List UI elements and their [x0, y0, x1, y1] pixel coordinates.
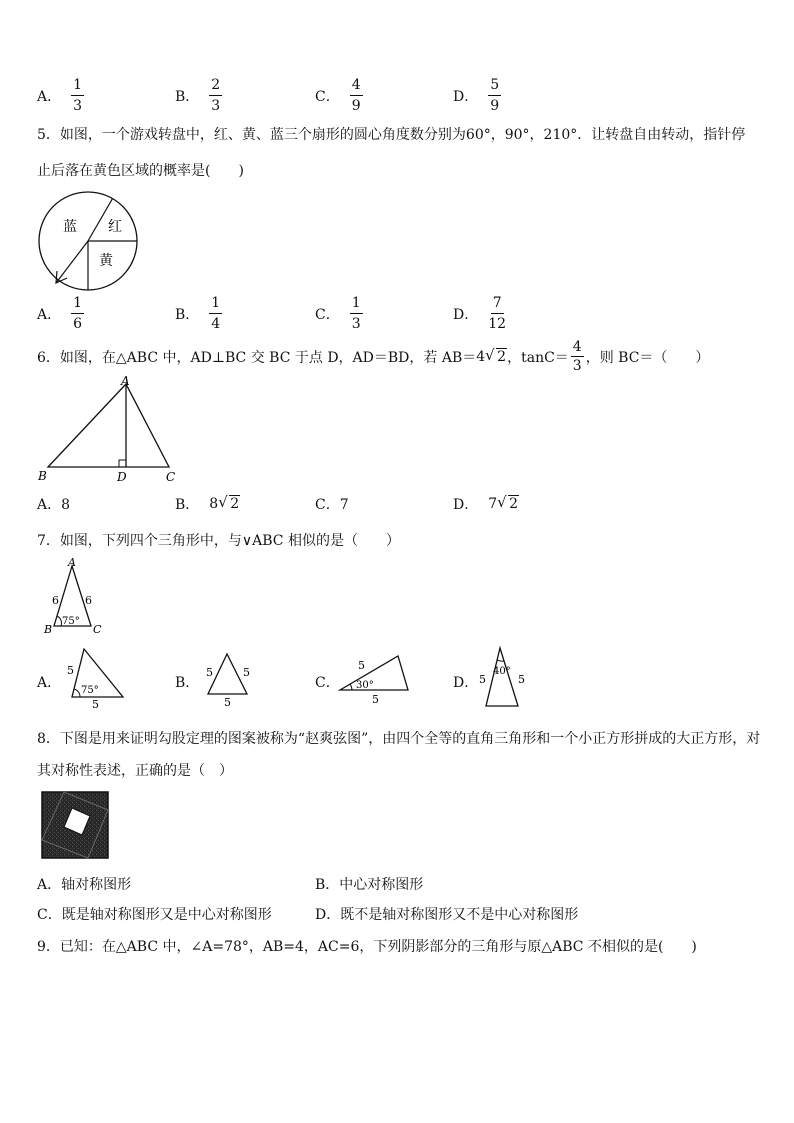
triangle-abc	[48, 384, 169, 467]
right-angle-mark	[119, 460, 126, 467]
q5-option-b[interactable]: B． $\frac{1}{4}$	[175, 295, 221, 332]
side-label: 5	[206, 666, 213, 679]
side-label: 5	[518, 673, 525, 686]
q4-option-b[interactable]: B． $\frac{2}{3}$	[175, 77, 221, 114]
q5-option-d[interactable]: D． $\frac{7}{12}$	[453, 295, 507, 332]
fraction: $\frac{1}{3}$	[351, 295, 361, 332]
q6-stem: 6．如图，在△ABC 中，AD⊥BC 交 BC 于点 D，AD＝BD，若 AB＝ 4 √ 2 ，tanC＝ $\frac{4}{3}$ ，则 BC＝（ ）	[37, 339, 710, 374]
side-label: 5	[67, 664, 74, 677]
q5-line1: 5．如图，一个游戏转盘中，红、黄、蓝三个扇形的圆心角度数分别为60°，90°，210°．让转盘自由转动，指针停	[37, 127, 746, 143]
spinner-figure	[35, 188, 141, 294]
angle-arc	[74, 689, 80, 697]
fraction: $\frac{4}{9}$	[351, 77, 361, 114]
side-label: 5	[372, 693, 379, 706]
q7-option-a[interactable]: A．	[37, 675, 62, 691]
q6-triangle-figure	[35, 374, 185, 486]
q5-option-a[interactable]: A． $\frac{1}{6}$	[37, 295, 83, 332]
fraction: $\frac{1}{6}$	[73, 295, 83, 332]
q4-option-a[interactable]: A． $\frac{1}{3}$	[37, 77, 83, 114]
q6-option-a[interactable]: A．8	[37, 497, 71, 513]
q7-option-c[interactable]: C．	[315, 675, 340, 691]
angle-label: 40°	[493, 666, 511, 677]
side-ab-label: 6	[52, 594, 59, 607]
fraction: $\frac{4}{3}$	[572, 339, 582, 374]
angle-label: 75°	[81, 685, 99, 696]
q9-stem: 9．已知：在△ABC 中，∠A=78°，AB=4，AC=6，下列阴影部分的三角形与原△ABC 不相似的是( )	[37, 939, 697, 955]
sqrt-expression: √ 2	[497, 493, 519, 512]
side-label: 5	[358, 659, 365, 672]
q8-option-d[interactable]: D．既不是轴对称图形又不是中心对称图形	[315, 907, 579, 923]
q6-option-d[interactable]: D． 7 √ 2	[453, 493, 519, 513]
sqrt-expression: √ 2	[218, 493, 240, 512]
fraction: $\frac{5}{9}$	[490, 77, 500, 114]
side-label: 5	[224, 696, 231, 709]
angle-arc	[350, 684, 352, 690]
q7-option-d-triangle	[476, 644, 532, 712]
side-ac-label: 6	[85, 594, 92, 607]
angle-arc	[497, 660, 504, 661]
q6-option-c[interactable]: C．7	[315, 497, 349, 513]
vertex-a-label: A	[121, 374, 130, 388]
side-label: 5	[92, 698, 99, 711]
q8-option-c[interactable]: C．既是轴对称图形又是中心对称图形	[37, 907, 272, 923]
q7-reference-triangle	[40, 556, 115, 636]
angle-label: 75°	[62, 616, 80, 627]
sector-yellow-label: 黄	[99, 253, 113, 269]
fraction: $\frac{1}{3}$	[73, 77, 83, 114]
sqrt-expression: √ 2	[485, 345, 507, 365]
fraction: $\frac{7}{12}$	[488, 295, 507, 332]
q4-option-c[interactable]: C． $\frac{4}{9}$	[315, 77, 361, 114]
q7-option-d[interactable]: D．	[453, 675, 479, 691]
vertex-b-label: B	[44, 623, 53, 636]
angle-label: 30°	[356, 680, 374, 691]
vertex-a-label: A	[68, 556, 76, 569]
q7-option-c-triangle	[338, 652, 414, 708]
q6-option-b[interactable]: B． 8 √ 2	[175, 493, 240, 513]
side-label: 5	[243, 666, 250, 679]
sector-blue-label: 蓝	[63, 219, 77, 235]
point-d-label: D	[117, 470, 127, 484]
fraction: $\frac{2}{3}$	[211, 77, 221, 114]
q5-option-c[interactable]: C． $\frac{1}{3}$	[315, 295, 361, 332]
side-label: 5	[479, 673, 486, 686]
triangle	[486, 648, 518, 706]
q7-option-a-triangle	[62, 644, 130, 711]
q7-stem: 7．如图，下列四个三角形中，与∨ABC 相似的是（ ）	[37, 533, 400, 549]
q4-option-d[interactable]: D． $\frac{5}{9}$	[453, 77, 500, 114]
vertex-c-label: C	[93, 623, 102, 636]
sector-red-label: 红	[108, 219, 122, 235]
q8-line2: 其对称性表述，正确的是（ ）	[37, 763, 233, 779]
q8-line1: 8．下图是用来证明勾股定理的图案被称为“赵爽弦图”，由四个全等的直角三角形和一个小正方形拼成的大正方形，对	[37, 731, 761, 747]
fraction: $\frac{1}{4}$	[211, 295, 221, 332]
q5-line2: 止后落在黄色区域的概率是( )	[37, 163, 244, 179]
triangle	[208, 654, 247, 694]
q8-option-b[interactable]: B．中心对称图形	[315, 877, 424, 893]
angle-arc	[57, 616, 62, 626]
spinner-pointer	[56, 241, 88, 283]
q7-option-b-triangle	[200, 648, 258, 708]
vertex-c-label: C	[166, 470, 176, 484]
zhao-shuang-diagram	[40, 790, 110, 860]
q8-option-a[interactable]: A．轴对称图形	[37, 877, 132, 893]
vertex-b-label: B	[38, 469, 47, 483]
q7-option-b[interactable]: B．	[175, 675, 200, 691]
